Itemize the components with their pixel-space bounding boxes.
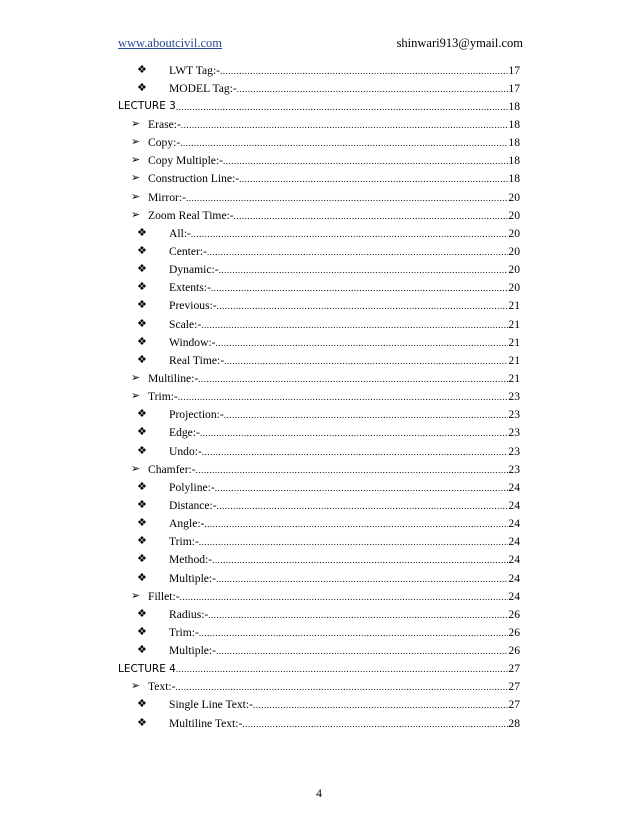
- toc-entry-title: All:-: [169, 226, 191, 240]
- toc-entry[interactable]: [0, 315, 638, 333]
- toc-entry-line: [169, 318, 520, 331]
- toc-entry[interactable]: [0, 714, 638, 732]
- toc-entry-line: [169, 245, 520, 258]
- toc-entry-title: Single Line Text:-: [169, 698, 253, 712]
- toc-entry[interactable]: [0, 333, 638, 351]
- toc-entry[interactable]: [0, 242, 638, 260]
- toc-entry-page: 23: [508, 390, 520, 404]
- toc-entry[interactable]: [0, 261, 638, 279]
- dot-leader: [220, 64, 508, 77]
- dot-leader: [180, 590, 509, 603]
- toc-entry-line: [169, 263, 520, 276]
- dot-leader: [204, 517, 508, 530]
- toc-entry-page: 27: [508, 662, 520, 676]
- diamond-bullet-icon: ❖: [137, 353, 147, 366]
- toc-entry[interactable]: [0, 351, 638, 369]
- toc-entry-page: 23: [508, 408, 520, 422]
- toc-entry-title: Mirror:-: [148, 190, 186, 204]
- toc-entry-line: [169, 481, 520, 494]
- dot-leader: [199, 535, 509, 548]
- arrow-bullet-icon: ➢: [131, 154, 141, 167]
- toc-entry-title: Trim:-: [169, 535, 199, 549]
- dot-leader: [242, 717, 508, 730]
- toc-entry-line: [169, 608, 520, 621]
- diamond-bullet-icon: ❖: [137, 263, 147, 276]
- diamond-bullet-icon: ❖: [137, 607, 147, 620]
- dot-leader: [215, 481, 509, 494]
- diamond-bullet-icon: ❖: [137, 244, 147, 257]
- dot-leader: [224, 408, 509, 421]
- toc-entry-line: [169, 336, 520, 349]
- toc-entry[interactable]: [0, 224, 638, 242]
- toc-entry-line: [148, 463, 520, 476]
- toc-entry-line: [148, 590, 520, 603]
- dot-leader: [176, 662, 509, 675]
- toc-entry-page: 24: [508, 589, 520, 603]
- toc-entry[interactable]: [0, 569, 638, 587]
- arrow-bullet-icon: ➢: [131, 172, 141, 185]
- table-of-contents: [0, 61, 638, 732]
- toc-entry-page: 20: [508, 226, 520, 240]
- dot-leader: [199, 626, 509, 639]
- toc-entry-page: 18: [508, 136, 520, 150]
- dot-leader: [211, 281, 509, 294]
- dot-leader: [212, 553, 508, 566]
- toc-entry-title: Erase:-: [148, 117, 181, 131]
- diamond-bullet-icon: ❖: [137, 426, 147, 439]
- diamond-bullet-icon: ❖: [137, 625, 147, 638]
- toc-entry-title: Projection:-: [169, 408, 224, 422]
- toc-entry-title: Multiline:-: [148, 371, 199, 385]
- dot-leader: [224, 354, 508, 367]
- toc-entry[interactable]: [0, 79, 638, 97]
- toc-entry-page: 26: [508, 644, 520, 658]
- toc-entry-title: Edge:-: [169, 426, 200, 440]
- toc-entry-line: [169, 644, 520, 657]
- arrow-bullet-icon: ➢: [131, 371, 141, 384]
- toc-entry-page: 20: [508, 244, 520, 258]
- dot-leader: [191, 227, 509, 240]
- toc-entry-page: 18: [508, 154, 520, 168]
- toc-entry[interactable]: [0, 297, 638, 315]
- toc-entry[interactable]: [0, 406, 638, 424]
- toc-entry-title: Previous:-: [169, 299, 217, 313]
- toc-entry[interactable]: [0, 188, 638, 206]
- toc-entry-page: 26: [508, 607, 520, 621]
- toc-entry-line: [169, 408, 520, 421]
- toc-entry-page: 24: [508, 498, 520, 512]
- toc-entry-title: Distance:-: [169, 498, 217, 512]
- toc-entry[interactable]: [0, 388, 638, 406]
- toc-entry-page: 20: [508, 190, 520, 204]
- toc-entry-title: Multiline Text:-: [169, 716, 243, 730]
- toc-entry-title: Multiple:-: [169, 571, 217, 585]
- toc-entry-title: Trim:-: [148, 390, 178, 404]
- toc-entry-page: 24: [508, 517, 520, 531]
- toc-entry[interactable]: [0, 642, 638, 660]
- diamond-bullet-icon: ❖: [137, 571, 147, 584]
- toc-entry-line: [169, 426, 520, 439]
- diamond-bullet-icon: ❖: [137, 517, 147, 530]
- toc-entry[interactable]: [0, 460, 638, 478]
- toc-entry-line: [169, 354, 520, 367]
- toc-entry[interactable]: [0, 206, 638, 224]
- toc-entry-line: [169, 299, 520, 312]
- toc-entry[interactable]: [0, 551, 638, 569]
- author-email: shinwari913@ymail.com: [396, 36, 523, 50]
- dot-leader: [219, 263, 509, 276]
- toc-entry-line: [148, 118, 520, 131]
- toc-entry-title: Polyline:-: [169, 480, 215, 494]
- toc-entry-line: [169, 517, 520, 530]
- toc-entry-title: Fillet:-: [148, 589, 180, 603]
- arrow-bullet-icon: ➢: [131, 462, 141, 475]
- toc-entry-line: [169, 572, 520, 585]
- toc-entry-page: 21: [508, 371, 520, 385]
- toc-entry[interactable]: [0, 115, 638, 133]
- dot-leader: [216, 336, 509, 349]
- toc-entry[interactable]: [0, 424, 638, 442]
- toc-entry[interactable]: [0, 533, 638, 551]
- dot-leader: [237, 82, 509, 95]
- toc-entry-title: Construction Line:-: [148, 172, 240, 186]
- toc-entry-line: [169, 82, 520, 95]
- toc-entry-line: [148, 154, 520, 167]
- toc-entry-line: [169, 64, 520, 77]
- dot-leader: [234, 209, 509, 222]
- toc-entry-page: 21: [508, 317, 520, 331]
- toc-entry-line: [148, 136, 520, 149]
- dot-leader: [176, 680, 509, 693]
- toc-entry-page: 20: [508, 281, 520, 295]
- toc-entry-page: 27: [508, 698, 520, 712]
- toc-entry[interactable]: [0, 97, 638, 115]
- arrow-bullet-icon: ➢: [131, 589, 141, 602]
- toc-entry-title: Radius:-: [169, 607, 209, 621]
- toc-entry-line: [148, 390, 520, 403]
- diamond-bullet-icon: ❖: [137, 535, 147, 548]
- toc-entry-page: 17: [508, 81, 520, 95]
- diamond-bullet-icon: ❖: [137, 444, 147, 457]
- toc-entry[interactable]: [0, 660, 638, 678]
- toc-entry[interactable]: [0, 623, 638, 641]
- toc-entry-title: Copy Multiple:-: [148, 154, 224, 168]
- toc-entry-line: [169, 553, 520, 566]
- toc-entry[interactable]: [0, 170, 638, 188]
- diamond-bullet-icon: ❖: [137, 299, 147, 312]
- toc-entry[interactable]: [0, 605, 638, 623]
- toc-entry-line: [169, 717, 520, 730]
- toc-entry-page: 24: [508, 571, 520, 585]
- diamond-bullet-icon: ❖: [137, 281, 147, 294]
- dot-leader: [186, 191, 508, 204]
- diamond-bullet-icon: ❖: [137, 63, 147, 76]
- toc-entry[interactable]: [0, 61, 638, 79]
- toc-entry-title: LECTURE 4: [118, 662, 176, 675]
- toc-entry-page: 24: [508, 535, 520, 549]
- toc-entry-title: Window:-: [169, 335, 216, 349]
- dot-leader: [217, 299, 509, 312]
- toc-entry-page: 18: [508, 172, 520, 186]
- toc-entry-title: Real Time:-: [169, 353, 225, 367]
- toc-entry-title: Zoom Real Time:-: [148, 208, 234, 222]
- toc-entry-title: MODEL Tag:-: [169, 81, 237, 95]
- toc-entry-line: [169, 698, 520, 711]
- diamond-bullet-icon: ❖: [137, 698, 147, 711]
- toc-entry-line: [169, 445, 520, 458]
- toc-entry-page: 24: [508, 553, 520, 567]
- toc-entry-line: [169, 227, 520, 240]
- dot-leader: [239, 172, 508, 185]
- toc-entry-title: Chamfer:-: [148, 462, 196, 476]
- dot-leader: [216, 644, 508, 657]
- toc-entry-page: 23: [508, 462, 520, 476]
- toc-entry-line: [118, 662, 520, 675]
- arrow-bullet-icon: ➢: [131, 208, 141, 221]
- diamond-bullet-icon: ❖: [137, 553, 147, 566]
- diamond-bullet-icon: ❖: [137, 335, 147, 348]
- dot-leader: [207, 245, 508, 258]
- toc-entry-line: [169, 535, 520, 548]
- toc-entry-line: [169, 626, 520, 639]
- dot-leader: [181, 118, 509, 131]
- toc-entry-line: [169, 499, 520, 512]
- toc-entry-page: 28: [508, 716, 520, 730]
- toc-entry-page: 17: [508, 63, 520, 77]
- toc-entry-title: Method:-: [169, 553, 213, 567]
- diamond-bullet-icon: ❖: [137, 644, 147, 657]
- toc-entry-title: Undo:-: [169, 444, 202, 458]
- toc-entry-page: 18: [508, 117, 520, 131]
- toc-entry-line: [169, 281, 520, 294]
- dot-leader: [200, 426, 509, 439]
- toc-entry-title: Dynamic:-: [169, 263, 219, 277]
- toc-entry-page: 21: [508, 299, 520, 313]
- toc-entry-line: [148, 172, 520, 185]
- toc-entry[interactable]: [0, 678, 638, 696]
- diamond-bullet-icon: ❖: [137, 226, 147, 239]
- toc-entry-line: [148, 191, 520, 204]
- toc-entry-title: Angle:-: [169, 517, 205, 531]
- dot-leader: [180, 136, 508, 149]
- arrow-bullet-icon: ➢: [131, 390, 141, 403]
- toc-entry-title: Extents:-: [169, 281, 211, 295]
- dot-leader: [198, 372, 508, 385]
- toc-entry[interactable]: [0, 442, 638, 460]
- toc-entry-page: 18: [508, 99, 520, 113]
- toc-entry[interactable]: [0, 369, 638, 387]
- toc-entry-line: [148, 680, 520, 693]
- toc-entry-page: 24: [508, 480, 520, 494]
- dot-leader: [202, 445, 509, 458]
- toc-entry-page: 23: [508, 426, 520, 440]
- dot-leader: [208, 608, 508, 621]
- dot-leader: [217, 499, 509, 512]
- dot-leader: [216, 572, 508, 585]
- dot-leader: [196, 463, 509, 476]
- arrow-bullet-icon: ➢: [131, 117, 141, 130]
- toc-entry[interactable]: [0, 279, 638, 297]
- toc-entry-title: Multiple:-: [169, 644, 217, 658]
- diamond-bullet-icon: ❖: [137, 408, 147, 421]
- toc-entry[interactable]: [0, 152, 638, 170]
- toc-entry-title: Center:-: [169, 244, 207, 258]
- arrow-bullet-icon: ➢: [131, 680, 141, 693]
- toc-entry-title: Copy:-: [148, 136, 181, 150]
- toc-entry-title: LECTURE 3: [118, 100, 176, 113]
- toc-entry-line: [118, 100, 520, 113]
- diamond-bullet-icon: ❖: [137, 480, 147, 493]
- dot-leader: [178, 390, 509, 403]
- toc-entry-page: 27: [508, 680, 520, 694]
- toc-entry-page: 20: [508, 208, 520, 222]
- toc-entry-page: 20: [508, 263, 520, 277]
- toc-entry-line: [148, 372, 520, 385]
- toc-entry[interactable]: [0, 478, 638, 496]
- toc-entry[interactable]: [0, 515, 638, 533]
- dot-leader: [176, 100, 509, 113]
- website-link[interactable]: www.aboutcivil.com: [118, 36, 223, 50]
- dot-leader: [253, 698, 508, 711]
- arrow-bullet-icon: ➢: [131, 190, 141, 203]
- diamond-bullet-icon: ❖: [137, 498, 147, 511]
- toc-entry-title: LWT Tag:-: [169, 63, 221, 77]
- toc-entry-page: 21: [508, 335, 520, 349]
- diamond-bullet-icon: ❖: [137, 716, 147, 729]
- toc-entry[interactable]: [0, 696, 638, 714]
- dot-leader: [223, 154, 508, 167]
- toc-entry-line: [148, 209, 520, 222]
- dot-leader: [201, 318, 508, 331]
- toc-entry[interactable]: [0, 496, 638, 514]
- toc-entry[interactable]: [0, 134, 638, 152]
- diamond-bullet-icon: ❖: [137, 317, 147, 330]
- toc-entry-page: 21: [508, 353, 520, 367]
- page-number: 4: [316, 786, 322, 800]
- diamond-bullet-icon: ❖: [137, 81, 147, 94]
- toc-entry-page: 26: [508, 625, 520, 639]
- arrow-bullet-icon: ➢: [131, 136, 141, 149]
- toc-entry-title: Trim:-: [169, 625, 199, 639]
- toc-entry-title: Text:-: [148, 680, 176, 694]
- toc-entry[interactable]: [0, 587, 638, 605]
- toc-entry-page: 23: [508, 444, 520, 458]
- toc-entry-title: Scale:-: [169, 317, 202, 331]
